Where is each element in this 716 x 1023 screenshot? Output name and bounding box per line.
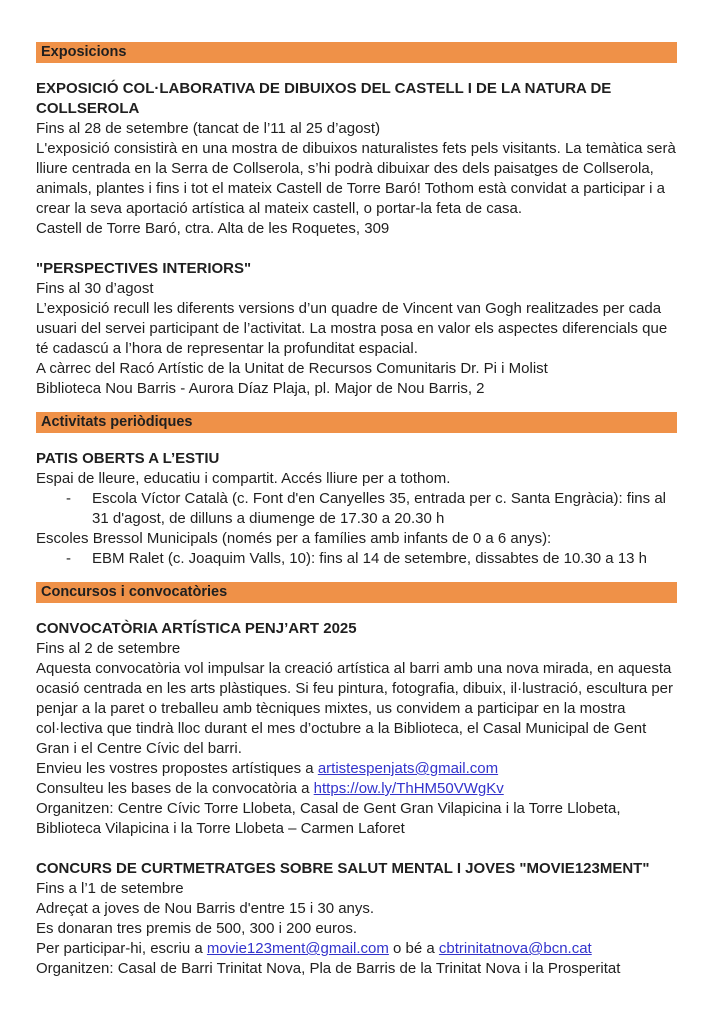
bases-prefix: Consulteu les bases de la convocatòria a <box>36 780 314 797</box>
link-artistespenjats-email[interactable]: artistespenjats@gmail.com <box>317 760 499 777</box>
event-patis-oberts <box>36 449 677 569</box>
event-line: Escoles Bressol Municipals (només per a famílies amb infants de 0 a 6 anys): <box>36 530 552 547</box>
list-item: - Escola Víctor Català (c. Font d'en Canyelles 35, entrada per c. Santa Engràcia): fins al 31 d'agost, de dilluns a diumenge de 17.30 a 20.30 h <box>36 489 677 529</box>
organizers-line: Organitzen: Casal de Barri Trinitat Nova, Pla de Barris de la Trinitat Nova i la Prosperitat <box>36 960 621 977</box>
event-body: L’exposició recull les diferents versions d’un quadre de Vincent van Gogh realitzades per cada usuari del servei participant de l’activitat. La mostra posa en valor els aspectes diferencials que té cadascú a l’hora de representar la profunditat espacial. <box>36 300 668 357</box>
event-exposicio-collaborativa <box>36 79 677 239</box>
organizers-line: Organitzen: Centre Cívic Torre Llobeta, Casal de Gent Gran Vilapicina i la Torre Llobeta, Biblioteca Vilapicina i la Torre Llobeta – Carmen Laforet <box>36 800 621 837</box>
send-prefix: Envieu les vostres propostes artístiques a <box>36 760 318 777</box>
event-movie123ment <box>36 859 677 979</box>
event-bases-line <box>36 779 677 799</box>
list-item: - EBM Ralet (c. Joaquim Valls, 10): fins al 14 de setembre, dissabtes de 10.30 a 13 h <box>36 549 677 569</box>
event-date: Fins al 2 de setembre <box>36 640 181 657</box>
event-intro: Espai de lleure, educatiu i compartit. Accés lliure per a tothom. <box>36 470 451 487</box>
participate-middle: o bé a <box>388 940 439 957</box>
section-banner-activitats <box>36 412 677 433</box>
event-date: Fins al 28 de setembre (tancat de l’11 al 25 d’agost) <box>36 120 381 137</box>
link-cbtrinitatnova-email[interactable]: cbtrinitatnova@bcn.cat <box>438 940 592 957</box>
section-activitats-periodiques <box>36 412 677 569</box>
event-title: PATIS OBERTS A L’ESTIU <box>36 450 220 467</box>
event-title: CONCURS DE CURTMETRATGES SOBRE SALUT MENTAL I JOVES "MOVIE123MENT" <box>36 860 650 877</box>
link-movie123ment-email[interactable]: movie123ment@gmail.com <box>206 940 389 957</box>
event-credit: A càrrec del Racó Artístic de la Unitat de Recursos Comunitaris Dr. Pi i Molist <box>36 360 548 377</box>
event-date: Fins al 30 d’agost <box>36 280 154 297</box>
section-concursos-convocatories <box>36 582 677 979</box>
event-title: CONVOCATÒRIA ARTÍSTICA PENJ’ART 2025 <box>36 620 357 637</box>
event-send-line <box>36 759 677 779</box>
section-banner-label: Activitats periòdiques <box>41 414 193 430</box>
section-banner-label: Exposicions <box>41 44 127 60</box>
event-title: "PERSPECTIVES INTERIORS" <box>36 260 252 277</box>
section-banner-exposicions <box>36 42 677 63</box>
event-body: L'exposició consistirà en una mostra de dibuixos naturalistes fets pels visitants. La temàtica serà lliure centrada en la Serra de Collserola, s’hi podrà dibuixar des dels paisatges de Collserola, animals, plantes i fins i tot el mateix Castell de Torre Baró! Tothom està convidat a participar i a crear la seva aportació artística al mateix castell, o portar-la feta de casa. <box>36 140 676 217</box>
participate-prefix: Per participar-hi, escriu a <box>36 940 207 957</box>
section-banner-label: Concursos i convocatòries <box>41 584 228 600</box>
link-convocatoria-bases[interactable]: https://ow.ly/ThHM50VWgKv <box>313 780 504 797</box>
event-line: Es donaran tres premis de 500, 300 i 200 euros. <box>36 920 358 937</box>
event-penjart-2025 <box>36 619 677 839</box>
event-body: Aquesta convocatòria vol impulsar la creació artística al barri amb una nova mirada, en aquesta ocasió centrada en les arts plàstiques. Si feu pintura, fotografia, dibuix, il·lustració, escultura per penjar a la paret o treballeu amb tècniques mixtes, us convidem a participar en la mostra col·lectiva que tindrà lloc durant el mes d’octubre a la Biblioteca, el Casal Municipal de Gent Gran i el Centre Cívic del barri. <box>36 660 674 757</box>
event-location: Biblioteca Nou Barris - Aurora Díaz Plaja, pl. Major de Nou Barris, 2 <box>36 380 485 397</box>
section-exposicions <box>36 42 677 399</box>
event-perspectives-interiors <box>36 259 677 399</box>
event-date: Fins a l’1 de setembre <box>36 880 184 897</box>
section-banner-concursos <box>36 582 677 603</box>
event-location: Castell de Torre Baró, ctra. Alta de les Roquetes, 309 <box>36 220 390 237</box>
event-title: EXPOSICIÓ COL·LABORATIVA DE DIBUIXOS DEL CASTELL I DE LA NATURA DE COLLSEROLA <box>36 80 612 117</box>
event-line: Adreçat a joves de Nou Barris d'entre 15 i 30 anys. <box>36 900 375 917</box>
event-participate-line <box>36 939 677 959</box>
